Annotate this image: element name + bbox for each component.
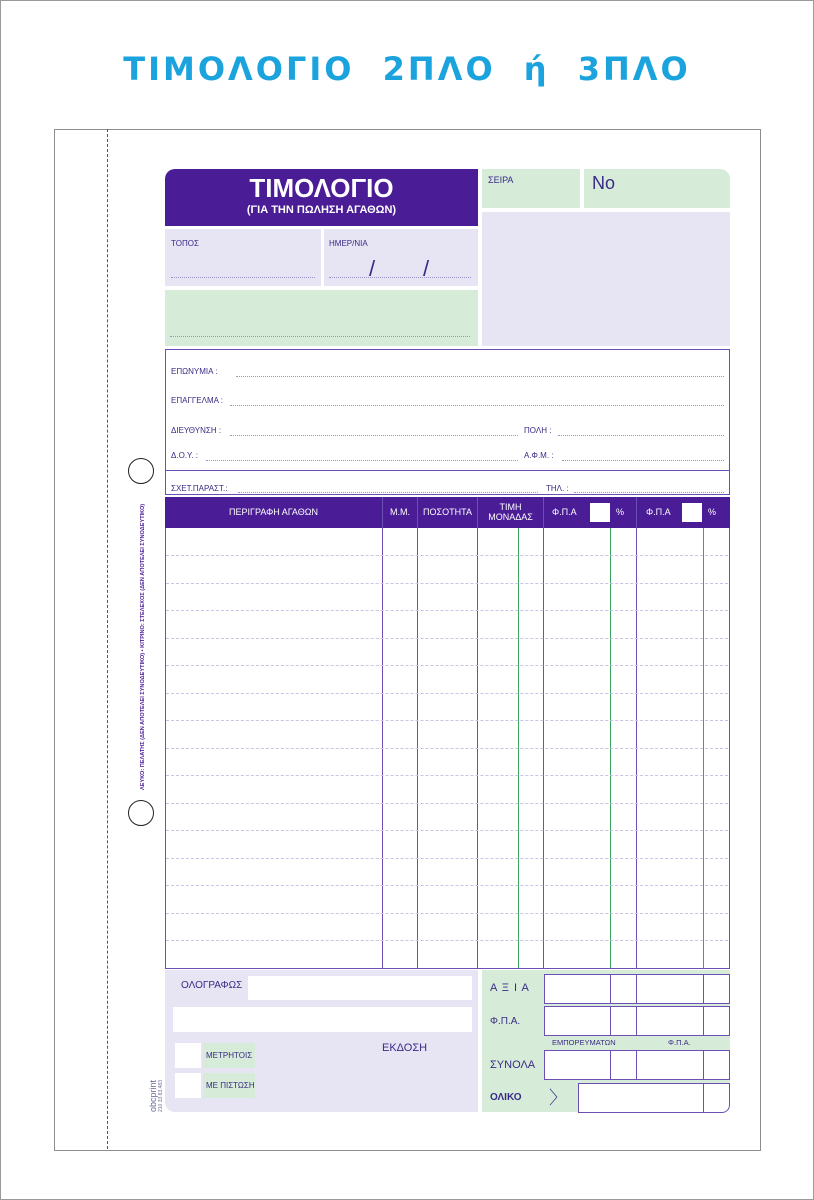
totals-vat-field[interactable] (636, 1050, 704, 1080)
col-description: ΠΕΡΙΓΡΑΦΗ ΑΓΑΘΩΝ (229, 507, 318, 517)
tax-office-label: Δ.Ο.Υ. : (171, 451, 198, 460)
page-heading: ΤΙΜΟΛΟΓΙΟ 2ΠΛΟ ή 3ΠΛΟ (123, 50, 691, 88)
logo-phone: 210 33.83.483 (158, 1080, 164, 1112)
issue-label: ΕΚΔΟΣΗ (382, 1042, 428, 1054)
city-line[interactable] (558, 435, 724, 436)
series-field[interactable] (482, 169, 580, 208)
vat-goods-cents[interactable] (610, 1006, 637, 1036)
vat-vat-field[interactable] (636, 1006, 704, 1036)
col-vat-2-pct: % (707, 507, 716, 517)
perforation-line (107, 129, 108, 1149)
col-vat-1-pct: % (615, 507, 624, 517)
number-field[interactable] (584, 169, 730, 208)
totals-label: ΣΥΝΟΛΑ (490, 1059, 536, 1071)
col-unit: Μ.Μ. (390, 507, 410, 517)
vat-number-line[interactable] (562, 460, 724, 461)
binder-hole-top (128, 458, 154, 484)
date-label: ΗΜΕΡ/ΝΙΑ (329, 239, 368, 248)
vat-vat-cents[interactable] (703, 1006, 730, 1036)
profession-label: ΕΠΑΓΓΕΛΜΑ : (171, 396, 223, 405)
address-line[interactable] (230, 435, 518, 436)
value-vat-cents[interactable] (703, 974, 730, 1004)
issuer-extra-field[interactable] (165, 290, 478, 346)
date-field[interactable] (324, 229, 478, 286)
grand-total-cents[interactable] (703, 1083, 730, 1113)
date-separator-1: / (369, 256, 376, 281)
customer-name-line[interactable] (236, 376, 724, 377)
grand-total-label: ΟΛΙΚΟ (490, 1092, 522, 1103)
series-label: ΣΕΙΡΑ (488, 175, 514, 185)
arrow-icon: 〉 (549, 1088, 567, 1108)
tax-office-line[interactable] (206, 460, 518, 461)
value-label: Α Ξ Ι Α (490, 982, 530, 994)
issuer-details-box (482, 212, 730, 346)
invoice-title-block (165, 169, 478, 226)
grand-total-field[interactable] (578, 1083, 704, 1113)
in-words-label: ΟΛΟΓΡΑΦΩΣ (181, 980, 243, 991)
value-goods-field[interactable] (544, 974, 611, 1004)
date-separator-2: / (423, 256, 430, 281)
col-unit-price: ΤΙΜΗ ΜΟΝΑΔΑΣ (488, 502, 533, 522)
cash-option[interactable] (203, 1043, 255, 1068)
cash-label: ΜΕΤΡΗΤΟΙΣ (206, 1051, 253, 1060)
phone-label: ΤΗΛ. : (546, 484, 569, 493)
vat-col-label: Φ.Π.Α. (668, 1038, 691, 1047)
vat-number-label: Α.Φ.Μ. : (524, 451, 554, 460)
ref-doc-line[interactable] (238, 492, 538, 493)
printer-logo (148, 1080, 164, 1112)
vat-total-label: Φ.Π.Α. (490, 1016, 521, 1027)
number-label: No (592, 173, 616, 193)
place-field[interactable] (165, 229, 321, 286)
totals-goods-cents[interactable] (610, 1050, 637, 1080)
totals-vat-cents[interactable] (703, 1050, 730, 1080)
vat-goods-field[interactable] (544, 1006, 611, 1036)
binder-hole-bottom (128, 800, 154, 826)
ref-doc-label: ΣΧΕΤ.ΠΑΡΑΣΤ.: (171, 484, 228, 493)
invoice-title: ΤΙΜΟΛΟΓΙΟ (249, 173, 394, 203)
vat-rate-1-box[interactable] (590, 503, 610, 522)
col-vat-1: Φ.Π.Α (552, 507, 577, 517)
items-table (165, 497, 730, 969)
invoice-subtitle: (ΓΙΑ ΤΗΝ ΠΩΛΗΣΗ ΑΓΑΘΩΝ) (246, 204, 397, 216)
cash-checkbox[interactable] (175, 1043, 201, 1068)
copy-instructions: ΛΕΥΚΟ: ΠΕΛΑΤΗΣ (ΔΕΝ ΑΠΟΤΕΛΕΙ ΣΥΝΟΔΕΥΤΙΚΟ) • ΚΙΤΡΙΝΟ: ΣΤΕΛΕΧΟΣ (ΔΕΝ ΑΠΟΤΕΛΕΙ ΣΥΝΟΔΕΥΤΙΚΟ) (140, 503, 146, 790)
goods-col-label: ΕΜΠΟΡΕΥΜΑΤΩΝ (552, 1038, 616, 1047)
credit-checkbox[interactable] (175, 1073, 201, 1098)
col-quantity: ΠΟΣΟΤΗΤΑ (423, 507, 472, 517)
customer-box (165, 349, 730, 495)
totals-goods-field[interactable] (544, 1050, 611, 1080)
col-vat-2: Φ.Π.Α (646, 507, 671, 517)
address-label: ΔΙΕΥΘΥΝΣΗ : (171, 426, 222, 435)
credit-option[interactable] (203, 1073, 255, 1098)
customer-name-label: ΕΠΩΝΥΜΙΑ : (171, 367, 218, 376)
credit-label: ΜΕ ΠΙΣΤΩΣΗ (206, 1081, 255, 1090)
value-goods-cents[interactable] (610, 974, 637, 1004)
phone-line[interactable] (574, 492, 724, 493)
logo-brand: obcprint (148, 1079, 158, 1112)
in-words-field[interactable] (248, 976, 472, 1000)
vat-rate-2-box[interactable] (682, 503, 702, 522)
value-vat-field[interactable] (636, 974, 704, 1004)
in-words-field-2[interactable] (173, 1007, 472, 1032)
place-label: ΤΟΠΟΣ (171, 239, 199, 248)
city-label: ΠΟΛΗ : (524, 426, 552, 435)
profession-line[interactable] (230, 405, 724, 406)
